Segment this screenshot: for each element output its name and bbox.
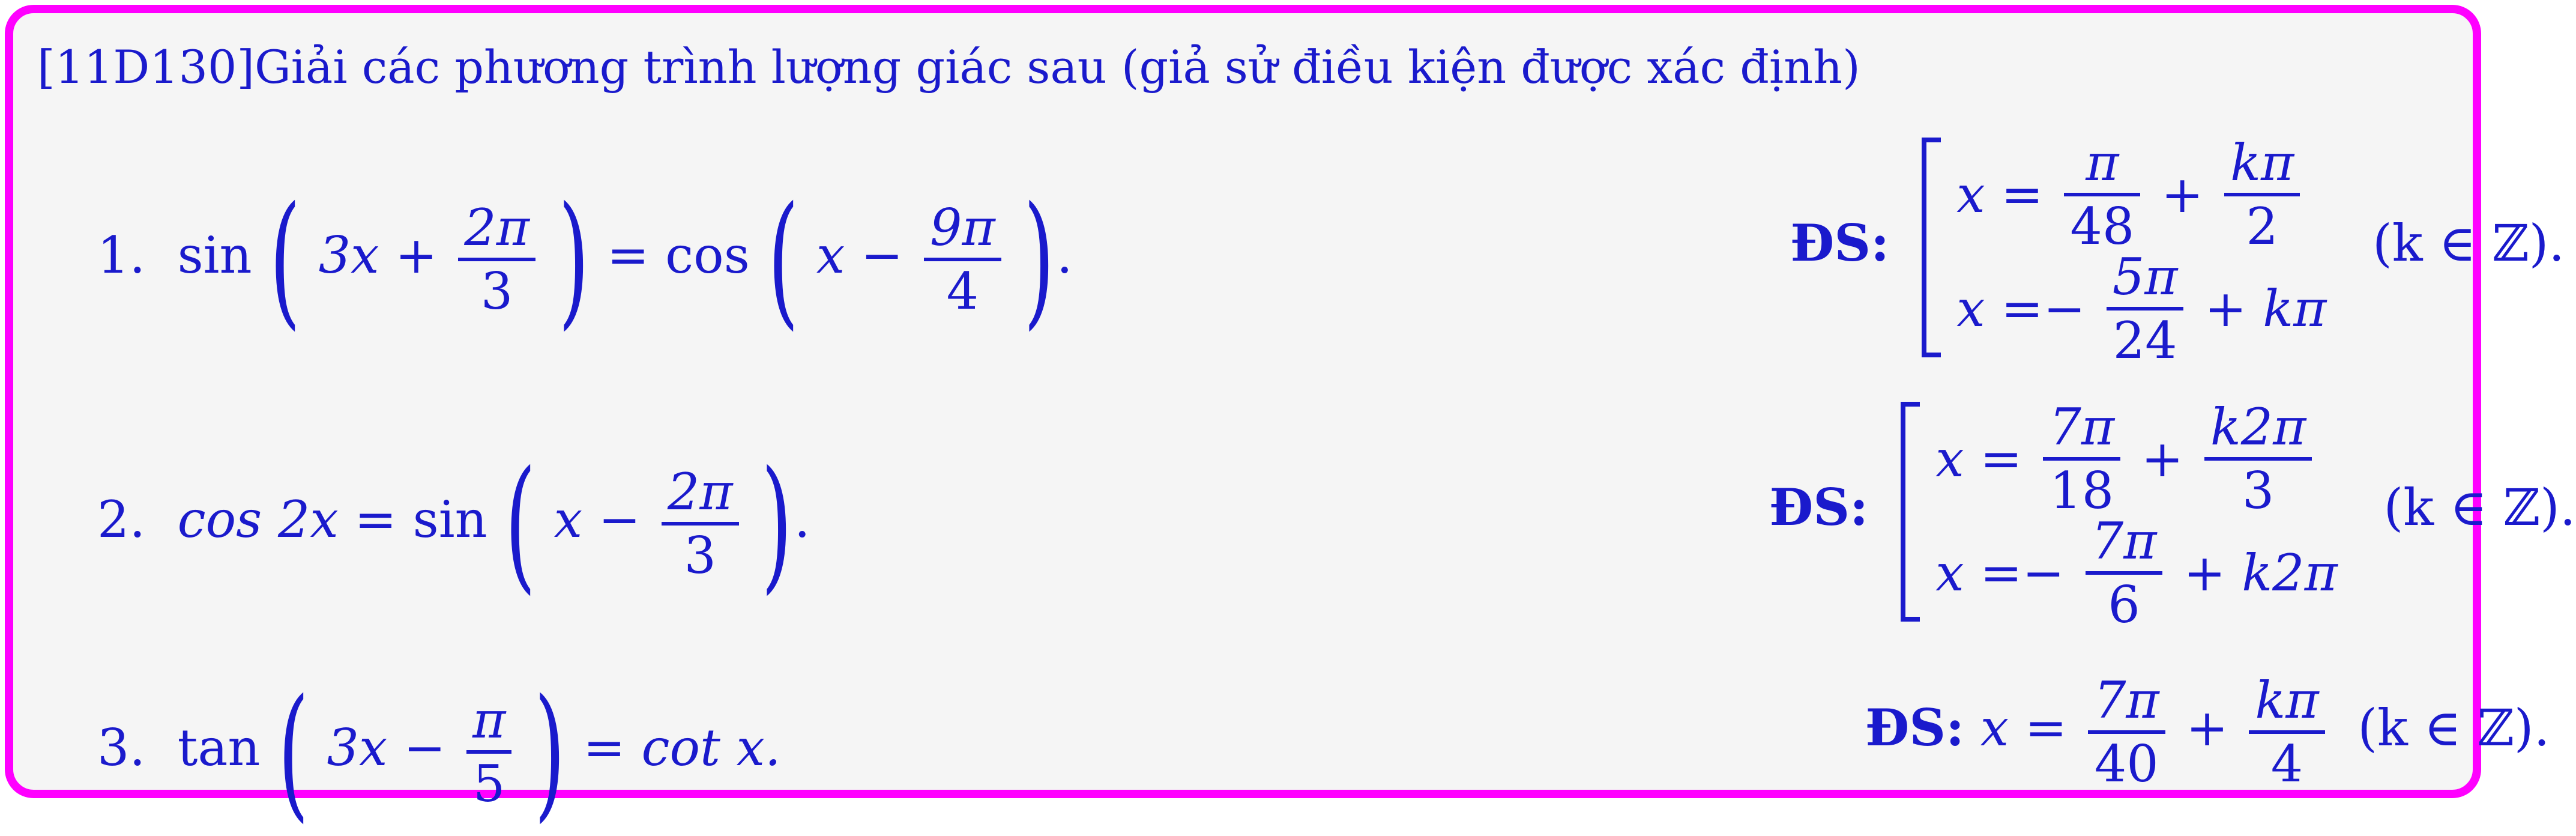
k-domain: (k ∈ ℤ). bbox=[2383, 478, 2576, 537]
fraction-numerator: kπ bbox=[2249, 674, 2324, 734]
problem-3-lhs-func: tan bbox=[177, 718, 261, 777]
fraction-denominator: 48 bbox=[2070, 197, 2135, 256]
paren-open: ( bbox=[767, 175, 799, 344]
answer-fraction bbox=[2204, 397, 2312, 520]
answer-operator: + bbox=[2161, 165, 2204, 224]
problem-1-rhs-func: cos bbox=[665, 226, 750, 285]
answer-fraction bbox=[2064, 133, 2140, 256]
answer-operator: + bbox=[2141, 429, 2184, 488]
k-domain: (k ∈ ℤ). bbox=[2372, 214, 2565, 273]
answer-fraction bbox=[2086, 511, 2163, 634]
fraction-denominator: 4 bbox=[946, 262, 979, 321]
problem-2-rhs-term: x − bbox=[554, 490, 641, 549]
problem-1-end: . bbox=[1057, 226, 1073, 285]
problem-2-equation bbox=[97, 440, 810, 608]
problem-2-rhs-func: sin bbox=[412, 490, 487, 549]
fraction-numerator: k2π bbox=[2204, 401, 2312, 461]
problem-3-lhs-term: 3x − bbox=[327, 718, 446, 777]
problem-title: [11D130]Giải các phương trình lượng giác sau (giả sử điều kiện được xác định) bbox=[37, 40, 1860, 94]
fraction-numerator: 7π bbox=[2088, 674, 2165, 734]
answer-2-system bbox=[1935, 397, 2338, 634]
fraction-denominator: 3 bbox=[2242, 461, 2275, 520]
fraction-denominator: 2 bbox=[2246, 197, 2278, 256]
ds-label: ĐS: bbox=[1769, 477, 1869, 537]
problem-1-equals: = bbox=[607, 226, 650, 285]
answer-tail: kπ bbox=[2263, 279, 2327, 338]
fraction-numerator: 9π bbox=[924, 201, 1001, 261]
problem-3-lhs-fraction bbox=[466, 690, 511, 813]
answer-lhs: x = bbox=[1935, 429, 2022, 488]
answer-fraction bbox=[2107, 247, 2184, 370]
fraction-numerator: 7π bbox=[2086, 515, 2163, 575]
problem-1-number: 1. bbox=[97, 226, 146, 285]
problem-1-rhs-fraction bbox=[924, 198, 1001, 321]
k-domain: (k ∈ ℤ). bbox=[2357, 698, 2550, 758]
fraction-denominator: 18 bbox=[2050, 461, 2114, 520]
answer-operator: + bbox=[2186, 698, 2228, 758]
ds-label: ĐS: bbox=[1865, 698, 1965, 758]
fraction-numerator: 2π bbox=[662, 465, 739, 526]
fraction-denominator: 40 bbox=[2094, 735, 2159, 794]
answer-2-line-2 bbox=[1935, 511, 2338, 634]
answer-fraction bbox=[2224, 133, 2300, 256]
problem-2-lhs: cos 2x = bbox=[177, 490, 397, 549]
answer-1-system bbox=[1956, 133, 2327, 370]
fraction-denominator: 5 bbox=[473, 754, 505, 813]
answer-lhs: x = bbox=[1935, 544, 2022, 602]
paren-close: ) bbox=[558, 175, 590, 344]
answer-2 bbox=[1769, 397, 2576, 634]
paren-close: ) bbox=[534, 668, 566, 836]
problem-1-equation bbox=[97, 175, 1073, 344]
fraction-denominator: 6 bbox=[2108, 575, 2140, 634]
fraction-numerator: π bbox=[466, 694, 511, 754]
fraction-numerator: 7π bbox=[2043, 401, 2120, 461]
answer-1-line-1 bbox=[1956, 133, 2326, 256]
answer-3 bbox=[1865, 671, 2550, 794]
answer-1-line-2 bbox=[1956, 247, 2327, 370]
paren-open: ( bbox=[278, 668, 309, 836]
problem-2-number: 2. bbox=[97, 490, 146, 549]
problem-box bbox=[5, 5, 2576, 836]
system-bracket bbox=[1922, 138, 1941, 357]
problem-1-lhs-func: sin bbox=[177, 226, 252, 285]
answer-operator: + bbox=[2204, 279, 2247, 338]
fraction-numerator: π bbox=[2064, 136, 2140, 196]
answer-lhs: x = bbox=[1956, 279, 2044, 338]
problem-2-end: . bbox=[794, 490, 810, 549]
answer-2-line-1 bbox=[1935, 397, 2338, 520]
fraction-numerator: 2π bbox=[458, 201, 535, 261]
answer-operator: + bbox=[2183, 544, 2226, 602]
ds-label: ĐS: bbox=[1790, 213, 1890, 273]
fraction-denominator: 3 bbox=[684, 526, 716, 585]
problem-3-number: 3. bbox=[97, 718, 146, 777]
fraction-denominator: 3 bbox=[480, 262, 513, 321]
paren-open: ( bbox=[270, 175, 301, 344]
paren-open: ( bbox=[505, 440, 536, 608]
answer-fraction bbox=[2088, 671, 2165, 794]
problem-1-rhs-term: x − bbox=[816, 226, 903, 285]
answer-lhs: x = bbox=[1956, 165, 2044, 224]
answer-1 bbox=[1790, 133, 2565, 370]
answer-lhs: x = bbox=[1980, 698, 2068, 758]
fraction-denominator: 4 bbox=[2270, 735, 2303, 794]
answer-sign: − bbox=[2043, 279, 2086, 338]
problem-2-rhs-fraction bbox=[662, 462, 739, 585]
fraction-numerator: 5π bbox=[2107, 250, 2184, 310]
answer-fraction bbox=[2043, 397, 2120, 520]
paren-close: ) bbox=[761, 440, 792, 608]
fraction-denominator: 24 bbox=[2113, 311, 2177, 370]
answer-fraction bbox=[2249, 671, 2324, 794]
answer-tail: k2π bbox=[2242, 544, 2338, 602]
problem-3-rhs: = cot x. bbox=[583, 718, 781, 777]
answer-sign: − bbox=[2022, 544, 2065, 602]
paren-close: ) bbox=[1024, 175, 1055, 344]
fraction-numerator: kπ bbox=[2224, 136, 2300, 196]
system-bracket bbox=[1901, 402, 1920, 622]
problem-3-equation bbox=[97, 668, 781, 836]
problem-1-lhs-fraction bbox=[458, 198, 535, 321]
problem-1-lhs-term: 3x + bbox=[318, 226, 438, 285]
